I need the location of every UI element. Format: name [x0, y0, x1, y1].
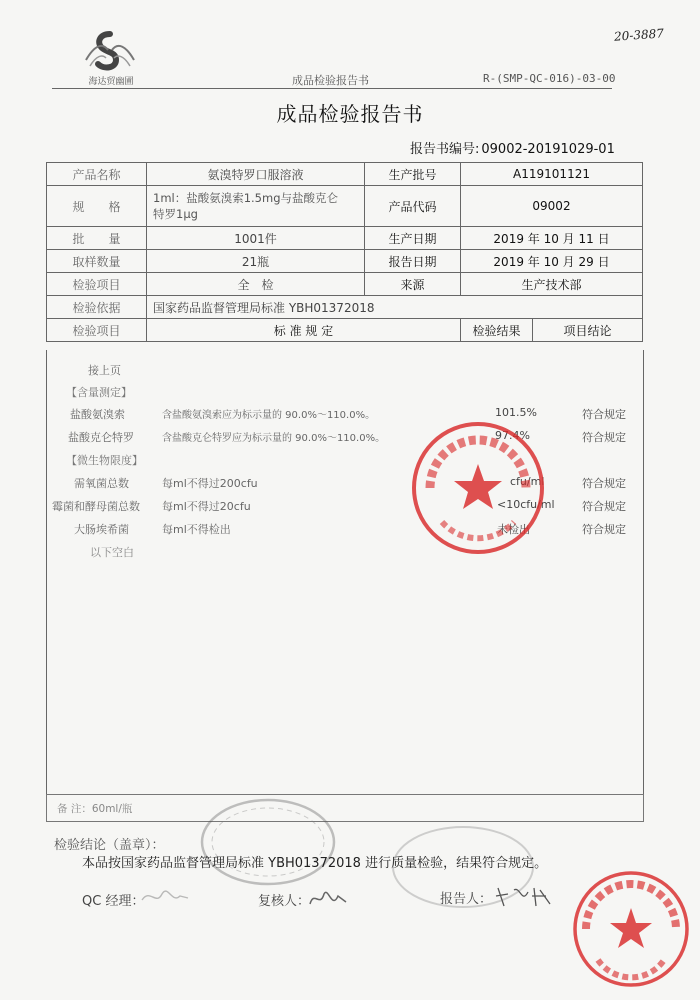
qc-manager-label: QC 经理：	[82, 894, 145, 909]
table-row	[47, 250, 643, 273]
header-doc-code: R-(SMP-QC-016)-03-00	[483, 72, 616, 85]
result-row-4-name: 霉菌和酵母菌总数	[52, 500, 140, 513]
info-table	[46, 162, 643, 342]
result-row-5-standard: 每ml不得检出	[162, 523, 231, 536]
code-value: 09002	[461, 186, 643, 227]
table-header-row	[47, 319, 643, 342]
result-row-5-conclusion: 符合规定	[582, 523, 626, 536]
result-row-3-conclusion: 符合规定	[582, 477, 626, 490]
report-date-label: 报告日期	[365, 250, 461, 273]
logo-caption: 海达贸幽圃	[88, 77, 134, 87]
table-row	[47, 227, 643, 250]
continue-note: 接上页	[88, 364, 121, 377]
logo-icon	[82, 30, 138, 74]
result-row-2-standard: 含盐酸克仑特罗应为标示量的 90.0%～110.0%。	[162, 433, 386, 444]
remark-text: 备 注：60ml/瓶	[57, 803, 133, 815]
report-number-label: 报告书编号:	[410, 142, 480, 157]
result-row-1-name: 盐酸氨溴索	[70, 408, 125, 421]
conclusion-header: 项目结论	[533, 319, 643, 342]
reviewer-label: 复核人：	[258, 894, 311, 909]
result-header: 检验结果	[461, 319, 533, 342]
quantity-value: 1001件	[147, 227, 365, 250]
spec-line-2: 特罗1μg	[153, 207, 198, 221]
item2-label: 检验项目	[47, 319, 147, 342]
report-date-value: 2019 年 10 月 29 日	[461, 250, 643, 273]
product-name-label: 产品名称	[47, 163, 147, 186]
result-row-4-standard: 每ml不得过20cfu	[162, 500, 251, 513]
blank-note: 以下空白	[90, 546, 134, 559]
result-row-1-result: 101.5%	[495, 406, 537, 419]
sample-value: 21瓶	[147, 250, 365, 273]
result-row-4-result: <10cfu/ml	[497, 498, 555, 511]
conclusion-title: 检验结论（盖章）：	[54, 838, 165, 853]
header-doc-name: 成品检验报告书	[292, 74, 369, 87]
basis-value: 国家药品监督管理局标准 YBH01372018	[147, 296, 643, 319]
result-row-2-conclusion: 符合规定	[582, 431, 626, 444]
result-row-5-result: 未检出	[497, 523, 530, 536]
qc-manager-signature	[140, 886, 190, 912]
result-row-4-conclusion: 符合规定	[582, 500, 626, 513]
micro-section-title: 【微生物限度】	[66, 454, 143, 467]
table-row	[47, 296, 643, 319]
reporter-label: 报告人：	[440, 892, 493, 907]
spec-line-1: 1ml：盐酸氨溴索1.5mg与盐酸克仑	[153, 191, 339, 205]
table-row	[47, 273, 643, 296]
result-row-3-name: 需氧菌总数	[74, 477, 129, 490]
reporter-signature	[494, 882, 554, 914]
conclusion-text: 本品按国家药品监督管理局标准 YBH01372018 进行质量检验，结果符合规定。	[82, 856, 548, 871]
qc-seal-stamp	[408, 418, 548, 558]
report-number-value: 09002-20191029-01	[481, 142, 615, 157]
source-label: 来源	[365, 273, 461, 296]
spec-value	[147, 186, 365, 227]
content-section-title: 【含量测定】	[66, 386, 132, 399]
header-divider	[52, 88, 612, 89]
faded-seal-stamp	[198, 796, 338, 888]
quality-dept-stamp	[570, 868, 692, 990]
result-row-3-result: cfu/ml	[510, 475, 545, 488]
result-row-3-standard: 每ml不得过200cfu	[162, 477, 258, 490]
result-row-1-conclusion: 符合规定	[582, 408, 626, 421]
remark-box	[46, 794, 644, 822]
batch-value: A119101121	[461, 163, 643, 186]
table-row	[47, 186, 643, 227]
sample-label: 取样数量	[47, 250, 147, 273]
product-name-value: 氨溴特罗口服溶液	[147, 163, 365, 186]
basis-label: 检验依据	[47, 296, 147, 319]
quantity-label: 批 量	[47, 227, 147, 250]
company-logo	[66, 30, 156, 88]
table-row	[47, 163, 643, 186]
result-row-1-standard: 含盐酸氨溴索应为标示量的 90.0%～110.0%。	[162, 410, 376, 421]
handwritten-note: 20-3887	[613, 26, 665, 44]
source-value: 生产技术部	[461, 273, 643, 296]
item-label: 检验项目	[47, 273, 147, 296]
spec-label: 规 格	[47, 186, 147, 227]
item-value: 全 检	[147, 273, 365, 296]
result-row-2-name: 盐酸克仑特罗	[68, 431, 134, 444]
report-number	[408, 138, 615, 157]
page-title: 成品检验报告书	[276, 102, 424, 126]
result-row-5-name: 大肠埃希菌	[74, 523, 129, 536]
prod-date-label: 生产日期	[365, 227, 461, 250]
code-label: 产品代码	[365, 186, 461, 227]
result-row-2-result: 97.4%	[495, 429, 530, 442]
prod-date-value: 2019 年 10 月 11 日	[461, 227, 643, 250]
reviewer-signature	[306, 884, 350, 916]
batch-label: 生产批号	[365, 163, 461, 186]
standard-header: 标 准 规 定	[147, 319, 461, 342]
